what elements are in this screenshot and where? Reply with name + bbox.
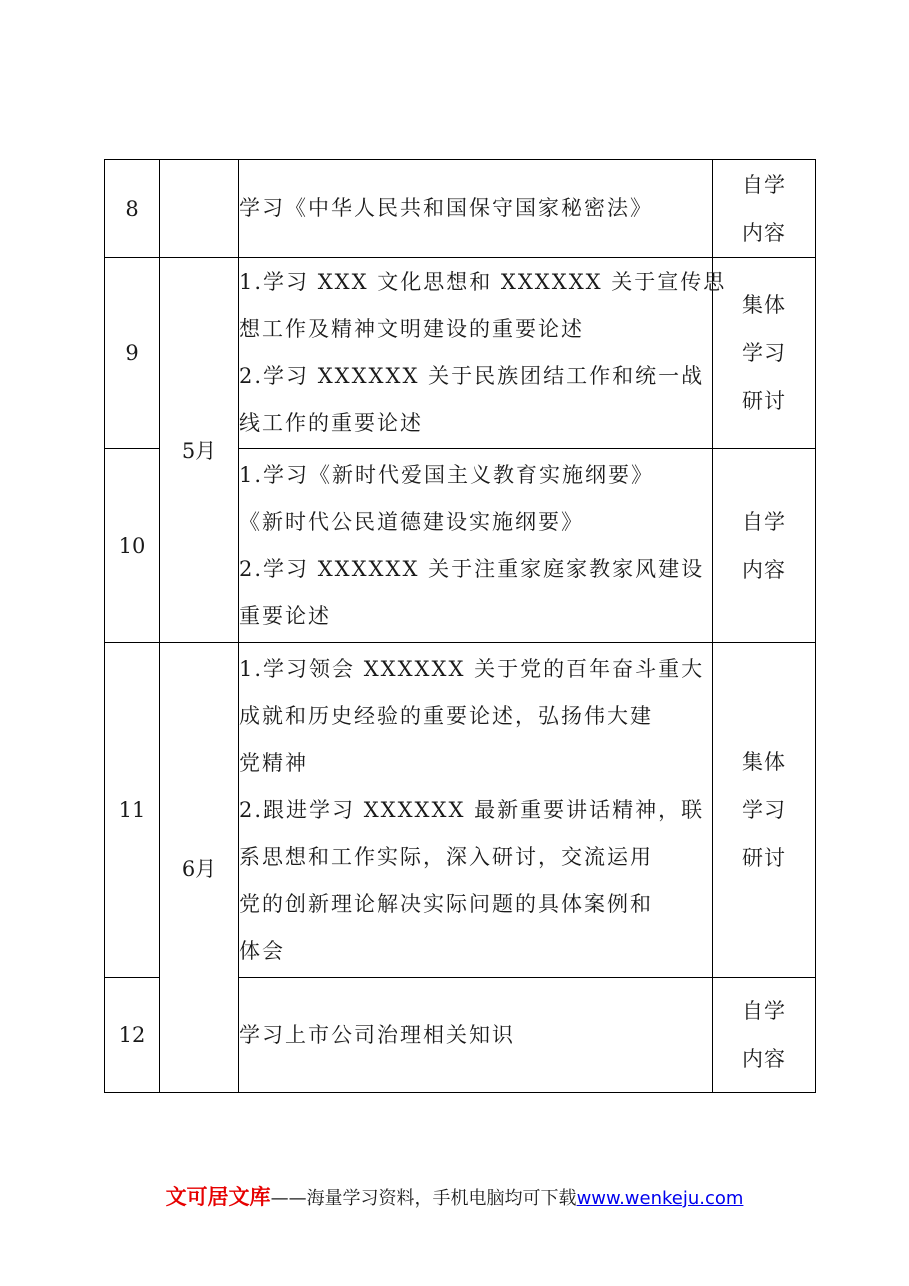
study-type-line: 自学	[742, 509, 786, 534]
content-line: 2.学习 XXXXXX 关于民族团结工作和统一战	[239, 364, 705, 388]
row-number: 11	[105, 643, 160, 978]
study-plan-table	[104, 159, 816, 1093]
content-line: 党的创新理论解决实际问题的具体案例和	[239, 891, 653, 916]
content-cell	[239, 160, 713, 258]
row-number: 9	[105, 258, 160, 449]
study-type-line: 内容	[742, 220, 786, 245]
content-line: 体会	[239, 938, 285, 963]
content-line: 成就和历史经验的重要论述，弘扬伟大建	[239, 703, 653, 728]
content-line: 学习上市公司治理相关知识	[239, 1022, 515, 1047]
study-type-line: 自学	[742, 172, 786, 197]
content-line: 学习《中华人民共和国保守国家秘密法》	[239, 196, 653, 220]
study-type-line: 研讨	[742, 389, 786, 413]
content-line: 重要论述	[239, 603, 331, 628]
study-type-cell	[713, 978, 816, 1093]
study-type-line: 研讨	[742, 846, 786, 870]
study-type-line: 学习	[742, 341, 786, 365]
study-type-cell	[713, 258, 816, 449]
month-cell: 6月	[160, 643, 239, 1093]
table-row	[105, 643, 816, 978]
footer-banner	[0, 1181, 909, 1213]
content-cell	[239, 258, 727, 449]
study-type-line: 内容	[742, 1047, 786, 1071]
study-type-cell	[713, 643, 816, 978]
row-number: 10	[105, 449, 160, 643]
row-number: 12	[105, 978, 160, 1093]
content-line: 线工作的重要论述	[239, 411, 423, 435]
content-line: 1.学习领会 XXXXXX 关于党的百年奋斗重大	[239, 656, 705, 681]
content-line: 《新时代公民道德建设实施纲要》	[239, 509, 584, 534]
content-line: 党精神	[239, 750, 308, 775]
month-cell: 5月	[160, 258, 239, 643]
table-row	[105, 258, 816, 449]
footer-brand: 文可居文库	[165, 1185, 271, 1209]
footer-url-link[interactable]: www.wenkeju.com	[576, 1188, 744, 1209]
month-cell-empty	[160, 160, 239, 258]
table-row	[105, 160, 816, 258]
study-type-cell	[713, 160, 816, 258]
content-line: 1.学习 XXX 文化思想和 XXXXXX 关于宣传思	[239, 270, 727, 294]
content-line: 2.跟进学习 XXXXXX 最新重要讲话精神，联	[239, 797, 705, 822]
study-type-line: 内容	[742, 557, 786, 582]
footer-tagline: ——海量学习资料，手机电脑均可下载	[270, 1188, 577, 1209]
study-type-line: 集体	[742, 293, 786, 317]
content-line: 1.学习《新时代爱国主义教育实施纲要》	[239, 462, 655, 487]
content-cell	[239, 449, 713, 643]
study-type-line: 学习	[742, 798, 786, 822]
row-number: 8	[105, 160, 160, 258]
content-line: 想工作及精神文明建设的重要论述	[239, 317, 584, 341]
content-line: 系思想和工作实际，深入研讨，交流运用	[239, 844, 653, 869]
content-cell	[239, 643, 713, 978]
study-type-line: 自学	[742, 999, 786, 1023]
content-line: 2.学习 XXXXXX 关于注重家庭家教家风建设	[239, 556, 705, 581]
study-type-line: 集体	[742, 750, 786, 774]
study-type-cell	[713, 449, 816, 643]
content-cell	[239, 978, 713, 1093]
